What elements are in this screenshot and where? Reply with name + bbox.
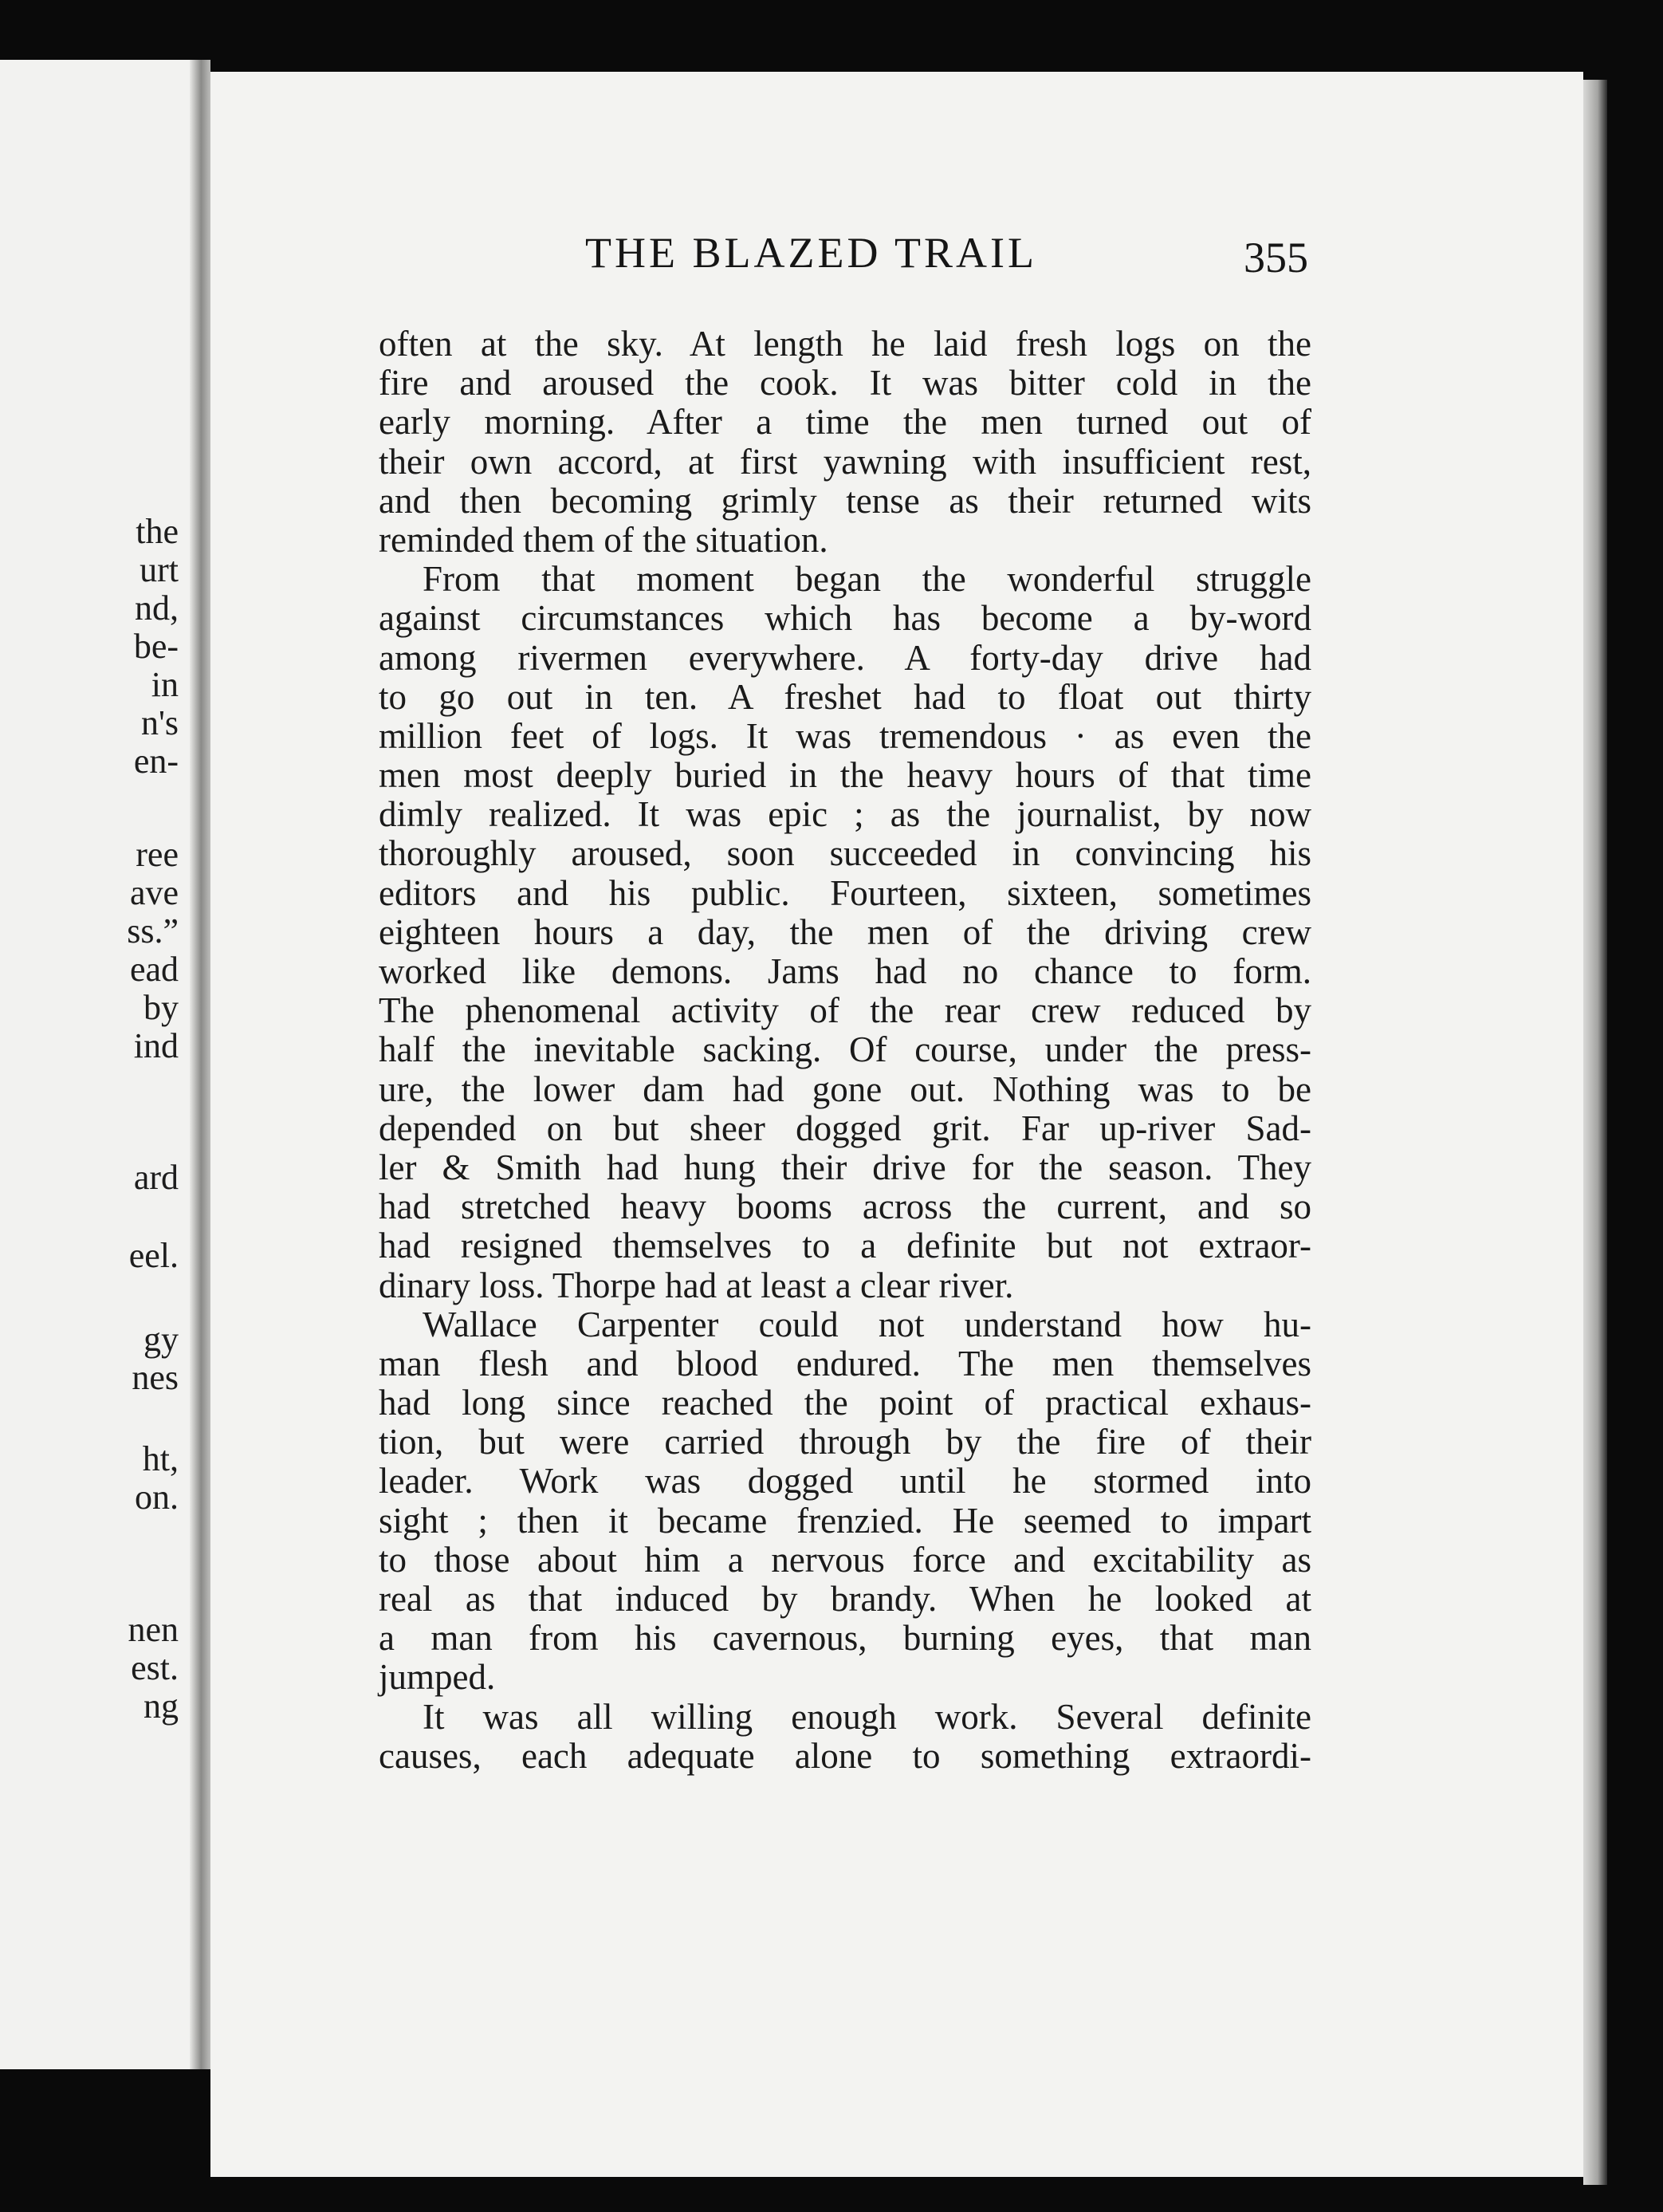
text-line: jumped.	[379, 1657, 496, 1698]
text-line: The phenomenal activity of the rear crew reduced by	[379, 990, 1311, 1031]
text-line: against circumstances which has become a by-word	[379, 598, 1311, 639]
left-page-fragment: ree	[136, 835, 179, 874]
text-line: reminded them of the situation.	[379, 519, 828, 560]
text-line: often at the sky. At length he laid fresh logs on the	[379, 324, 1311, 364]
left-page-fragment: ard	[133, 1158, 179, 1197]
left-page-fragment: ave	[129, 873, 179, 912]
left-page-fragment: gy	[143, 1320, 179, 1359]
text-line: dinary loss. Thorpe had at least a clear river.	[379, 1265, 1014, 1305]
left-page-fragment: n's	[140, 703, 179, 742]
text-line: It was all willing enough work. Several definite	[423, 1696, 1311, 1737]
text-line: worked like demons. Jams had no chance to form.	[379, 951, 1311, 991]
text-line: causes, each adequate alone to something extraordi-	[379, 1735, 1311, 1776]
text-line: to go out in ten. A freshet had to float out thirty	[379, 676, 1311, 717]
text-line: and then becoming grimly tense as their returned wits	[379, 480, 1311, 521]
left-page-fragment: est.	[131, 1648, 179, 1687]
text-line: million feet of logs. It was tremendous · as even the	[379, 715, 1311, 756]
left-page-fragment: ead	[129, 950, 179, 989]
text-line: their own accord, at first yawning with insufficient rest,	[379, 441, 1311, 482]
text-line: ler & Smith had hung their drive for the season. They	[379, 1147, 1311, 1187]
page-number: 355	[1244, 234, 1308, 281]
text-line: eighteen hours a day, the men of the driving crew	[379, 911, 1311, 952]
text-line: half the inevitable sacking. Of course, under the press-	[379, 1029, 1311, 1070]
text-line: had stretched heavy booms across the current, and so	[379, 1187, 1311, 1227]
text-line: had resigned themselves to a definite but not extraor-	[379, 1226, 1311, 1266]
left-page-fragment: urt	[140, 550, 179, 589]
text-line: dimly realized. It was epic ; as the journalist, by now	[379, 794, 1311, 835]
left-page-fragment: ht,	[142, 1439, 179, 1478]
left-page-fragment: en-	[133, 742, 179, 781]
running-head: THE BLAZED TRAIL	[585, 229, 1037, 277]
left-page-fragment: nes	[132, 1358, 179, 1397]
page-edge	[1583, 80, 1607, 2185]
book-gutter	[190, 60, 210, 2069]
left-page-fragment: in	[151, 665, 179, 704]
text-line: tion, but were carried through by the fire of their	[379, 1422, 1311, 1462]
left-page-fragment: nd,	[135, 588, 179, 628]
text-line: fire and aroused the cook. It was bitter cold in the	[379, 363, 1311, 403]
left-page-fragment: be-	[133, 627, 179, 666]
text-line: leader. Work was dogged until he stormed into	[379, 1461, 1311, 1502]
text-line: depended on but sheer dogged grit. Far up-river Sad-	[379, 1108, 1311, 1148]
left-page-fragment: ss.”	[127, 911, 179, 951]
text-line: early morning. After a time the men turned out of	[379, 402, 1311, 443]
left-page-fragment: the	[136, 512, 179, 551]
left-page-fragment: by	[143, 988, 179, 1027]
left-page-fragment: eel.	[128, 1236, 179, 1275]
left-page-fragment: ng	[143, 1687, 179, 1726]
text-line: man flesh and blood endured. The men themselves	[379, 1343, 1311, 1383]
text-line: sight ; then it became frenzied. He seemed to impart	[379, 1500, 1311, 1541]
text-line: a man from his cavernous, burning eyes, that man	[379, 1618, 1311, 1659]
text-line: From that moment began the wonderful struggle	[423, 559, 1311, 600]
left-page-fragment: ind	[133, 1026, 179, 1065]
text-line: had long since reached the point of practical exhaus-	[379, 1383, 1311, 1423]
text-line: editors and his public. Fourteen, sixteen, sometimes	[379, 872, 1311, 913]
text-line: among rivermen everywhere. A forty-day drive had	[379, 637, 1311, 678]
left-page-fragment: on.	[135, 1478, 179, 1517]
text-line: thoroughly aroused, soon succeeded in convincing his	[379, 833, 1311, 874]
text-line: ure, the lower dam had gone out. Nothing was to be	[379, 1069, 1311, 1109]
left-page-fragment: nen	[128, 1610, 179, 1649]
text-line: to those about him a nervous force and excitability as	[379, 1539, 1311, 1580]
text-line: Wallace Carpenter could not understand how hu-	[423, 1304, 1311, 1344]
left-page	[0, 60, 190, 2069]
body-text	[379, 325, 1311, 1776]
text-line: real as that induced by brandy. When he looked at	[379, 1579, 1311, 1619]
text-line: men most deeply buried in the heavy hours of that time	[379, 755, 1311, 796]
